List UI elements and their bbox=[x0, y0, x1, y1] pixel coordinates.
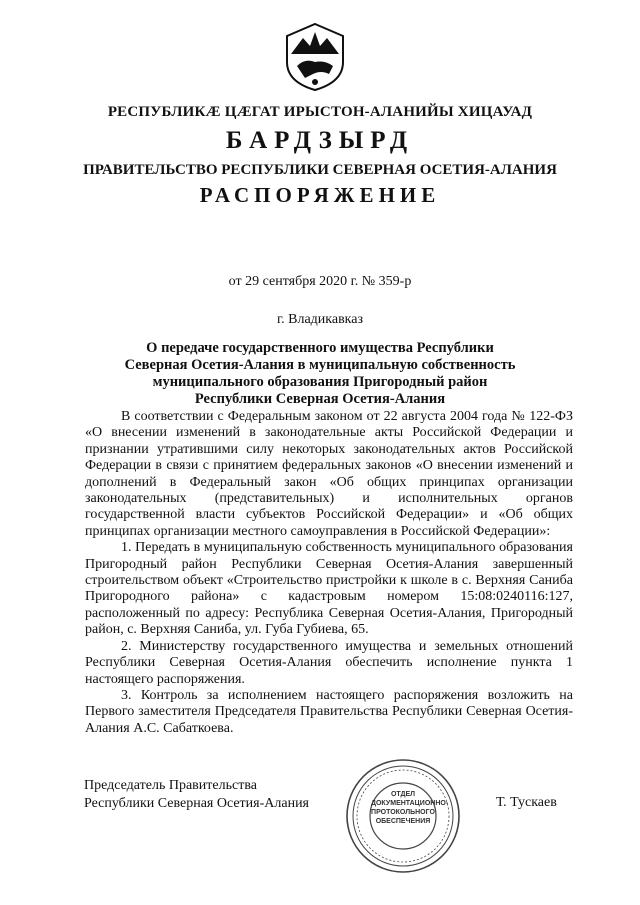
document-body bbox=[85, 409, 573, 737]
signatory-name: Т. Тускаев bbox=[496, 795, 557, 810]
coat-of-arms-emblem bbox=[283, 22, 347, 92]
signatory-position bbox=[84, 777, 309, 813]
russian-government-name: ПРАВИТЕЛЬСТВО РЕСПУБЛИКИ СЕВЕРНАЯ ОСЕТИЯ-АЛАНИЯ bbox=[83, 162, 557, 178]
signatory-position-line2: Республики Северная Осетия-Алания bbox=[84, 796, 309, 811]
clause-2: 2. Министерству государственного имущества и земельных отношений Республики Северная Осетия-Алания обеспечить исполнение пункта 1 настоящего распоряжения. bbox=[85, 638, 573, 687]
clause-3: 3. Контроль за исполнением настоящего распоряжения возложить на Первого заместителя Председателя Правительства Республики Северная Осетия-Алания А.С. Сабаткоева. bbox=[85, 687, 573, 736]
document-city: г. Владикавказ bbox=[276, 312, 364, 327]
preamble-paragraph: В соответствии с Федеральным законом от 22 августа 2004 года № 122-ФЗ «О внесении изменений в законодательные акты Российской Федерации и признании утратившими силу некоторых законодательных актов Российской Федерации в связи с принятием федеральных законов «О внесении изменений и дополнений в Федеральный закон «Об общих принципах организации законодательных (представительных) и исполнительных органов государственной власти субъектов Российской Федерации» и «Об общих принципах организации местного самоуправления в Российской Федерации»: bbox=[85, 409, 573, 539]
document-date-number: от 29 сентября 2020 г. № 359-р bbox=[228, 274, 412, 289]
ossetian-document-type: БАРДЗЫРД bbox=[225, 127, 415, 154]
stamp-inner-text: ОТДЕЛ ДОКУМЕНТАЦИОННО-ПРОТОКОЛЬНОГО ОБЕСПЕЧЕНИЯ bbox=[371, 791, 449, 825]
russian-document-type: РАСПОРЯЖЕНИЕ bbox=[199, 183, 441, 207]
clause-1: 1. Передать в муниципальную собственность муниципального образования Пригородный район Республики Северная Осетия-Алания завершенный строительством объект «Строительство пристройки к школе в с. Верхняя Саниба Пригородного района» с кадастровым номером 15:08:0240116:127, расположенный по адресу: Республика Северная Осетия-Алания, Пригородный район, с. Верхняя Саниба, ул. Губа Губиева, 65. bbox=[85, 540, 573, 638]
signatory-position-line1: Председатель Правительства bbox=[84, 778, 257, 793]
document-title: О передаче государственного имущества Республики Северная Осетия-Алания в муниципальную собственность муниципального образования Пригородный район Республики Северная Осетия-Алания bbox=[124, 340, 516, 407]
ossetian-government-name: РЕСПУБЛИКӔ ЦӔГАТ ИРЫСТОН-АЛАНИЙЫ ХИЦАУАД bbox=[107, 104, 533, 120]
